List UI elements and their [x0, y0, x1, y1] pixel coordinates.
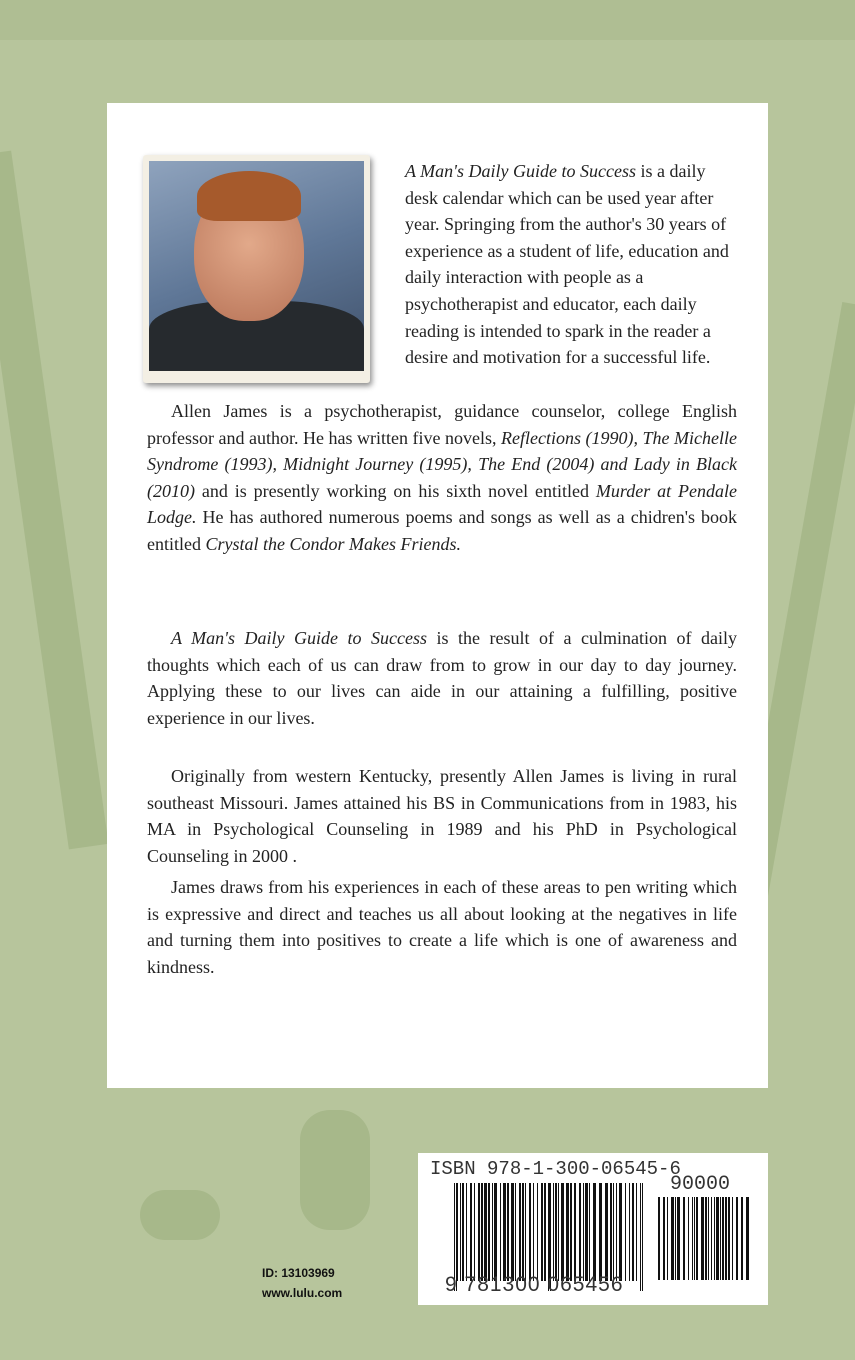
barcode-bar — [722, 1197, 724, 1280]
barcode-bar — [732, 1197, 733, 1280]
barcode-bar — [488, 1183, 490, 1281]
barcode-bar — [466, 1183, 467, 1281]
barcode-bar — [561, 1183, 564, 1281]
barcode-bar — [474, 1183, 475, 1281]
author-bio-paragraph — [147, 398, 737, 558]
background-silhouette — [0, 151, 109, 850]
barcode-bar — [537, 1183, 538, 1281]
barcode-bar — [613, 1183, 614, 1281]
barcode-bar — [694, 1197, 695, 1280]
lulu-url: www.lulu.com — [262, 1286, 343, 1300]
body-text: and is presently working on his sixth novel entitled — [195, 480, 596, 501]
closing-paragraph — [147, 874, 737, 980]
barcode-bar — [636, 1183, 637, 1281]
barcode-bar — [544, 1183, 546, 1281]
barcode-bar — [701, 1197, 704, 1280]
barcode-bar — [492, 1183, 493, 1281]
body-text: James draws from his experiences in each of these areas to pen writing which is expressive and direct and teaches us all about looking at the negatives in life and turning them into positives to create a life which is one of awareness and kindness. — [147, 877, 737, 977]
barcode-bar — [470, 1183, 472, 1281]
barcode-bar — [500, 1183, 501, 1281]
barcode-bar — [736, 1197, 738, 1280]
barcode-bar — [478, 1183, 480, 1281]
barcode-bar — [619, 1183, 622, 1281]
body-text: He has authored numerous poems and songs as well as a chidren's book entitled — [147, 507, 737, 554]
barcode-bar — [570, 1183, 572, 1281]
body-text: Originally from western Kentucky, presently Allen James is living in rural southeast Missouri. James attained his BS in Communications from in 1983, his MA in Psychological Counseling in 1989 and his PhD in Psychological Counseling in 2000 . — [147, 766, 737, 866]
italic-title-text: A Man's Daily Guide to Success — [171, 628, 428, 648]
barcode-bar — [529, 1183, 531, 1281]
background-paragraph — [147, 763, 737, 869]
barcode-bar — [711, 1197, 712, 1280]
background-silhouette — [0, 0, 855, 40]
barcode-bar — [741, 1197, 743, 1280]
barcode-bar — [671, 1197, 674, 1280]
barcode-bar — [494, 1183, 497, 1281]
barcode-bar — [705, 1197, 707, 1280]
barcode-bar — [599, 1183, 602, 1281]
barcode-bar — [629, 1183, 630, 1281]
italic-title-text: Reflections (1990), The Michelle Syndrome (1993), Midnight Journey (1995), The End (2004) and Lady in Black (2010) — [147, 427, 737, 501]
barcode-bar — [507, 1183, 509, 1281]
barcode-bar — [481, 1183, 483, 1281]
barcode-bar — [484, 1183, 487, 1281]
barcode-bar — [714, 1197, 715, 1280]
body-text: Allen James is a psychotherapist, guidance counselor, college English professor and author. He has written five novels, — [147, 401, 737, 448]
barcode-bar — [525, 1183, 526, 1281]
body-text: is a daily desk calendar which can be used year after year. Springing from the author's 30 years of experience as a student of life, education and daily interaction with people as a psychotherapist and educator, each daily reading is intended to spark in the reader a desire and motivation for a successful life. — [405, 161, 729, 368]
italic-title-text: Murder at Pendale Lodge. — [147, 480, 737, 528]
barcode-bar — [720, 1197, 721, 1280]
barcode-bar — [574, 1183, 576, 1281]
barcode-bar — [555, 1183, 557, 1281]
barcode-bar — [642, 1183, 643, 1291]
barcode-bar — [533, 1183, 534, 1281]
barcode-bar — [593, 1183, 596, 1281]
barcode-bar — [725, 1197, 727, 1280]
barcode-bar — [667, 1197, 668, 1280]
barcode-bar — [515, 1183, 516, 1281]
barcode-bar — [541, 1183, 543, 1281]
barcode-bar — [683, 1197, 685, 1280]
barcode-bar — [519, 1183, 521, 1281]
background-silhouette — [300, 1110, 370, 1230]
barcode-bar — [716, 1197, 719, 1280]
barcode-bar — [589, 1183, 590, 1281]
barcode-bar — [579, 1183, 581, 1281]
barcode-bar — [558, 1183, 559, 1281]
barcode-bar — [462, 1183, 464, 1281]
barcode-bar — [610, 1183, 612, 1281]
barcode-bar — [708, 1197, 709, 1280]
barcode-bar — [677, 1197, 680, 1280]
italic-title-text: Crystal the Condor Makes Friends. — [205, 533, 461, 554]
isbn-text: ISBN 978-1-300-06545-6 — [430, 1158, 681, 1180]
author-photo — [143, 155, 370, 383]
barcode-bar — [663, 1197, 665, 1280]
body-text: is the result of a culmination of daily thoughts which each of us can draw from to grow in our day to day journey. Applying these to our lives can aide in our attaining a fulfilling, positive experience in our lives. — [147, 628, 737, 728]
barcode-bar — [585, 1183, 588, 1281]
barcode-digits: 9 781300 065456 — [445, 1273, 624, 1296]
barcode-bar — [692, 1197, 693, 1280]
barcode-bar — [511, 1183, 514, 1281]
barcode-bar — [675, 1197, 676, 1280]
barcode-bar — [625, 1183, 626, 1281]
barcode-bar — [658, 1197, 660, 1280]
price-addon-code: 90000 — [670, 1173, 731, 1196]
background-silhouette — [140, 1190, 220, 1240]
barcode-bar — [503, 1183, 506, 1281]
lulu-id: ID: 13103969 — [262, 1266, 335, 1280]
barcode-bar — [746, 1197, 749, 1280]
barcode-bar — [728, 1197, 730, 1280]
barcode-bar — [688, 1197, 689, 1280]
barcode-bar — [566, 1183, 569, 1281]
description-paragraph — [405, 158, 737, 371]
isbn-barcode — [418, 1153, 768, 1305]
barcode-bar — [632, 1183, 634, 1281]
italic-title-text: A Man's Daily Guide to Success — [405, 161, 636, 181]
barcode-bar — [696, 1197, 698, 1280]
barcode-bar — [605, 1183, 608, 1281]
barcode-bar — [522, 1183, 524, 1281]
barcode-bar — [583, 1183, 584, 1281]
barcode-bar — [553, 1183, 554, 1281]
barcode-bar — [460, 1183, 461, 1281]
barcode-bar — [616, 1183, 617, 1281]
barcode-bar — [640, 1183, 641, 1291]
summary-paragraph — [147, 625, 737, 731]
